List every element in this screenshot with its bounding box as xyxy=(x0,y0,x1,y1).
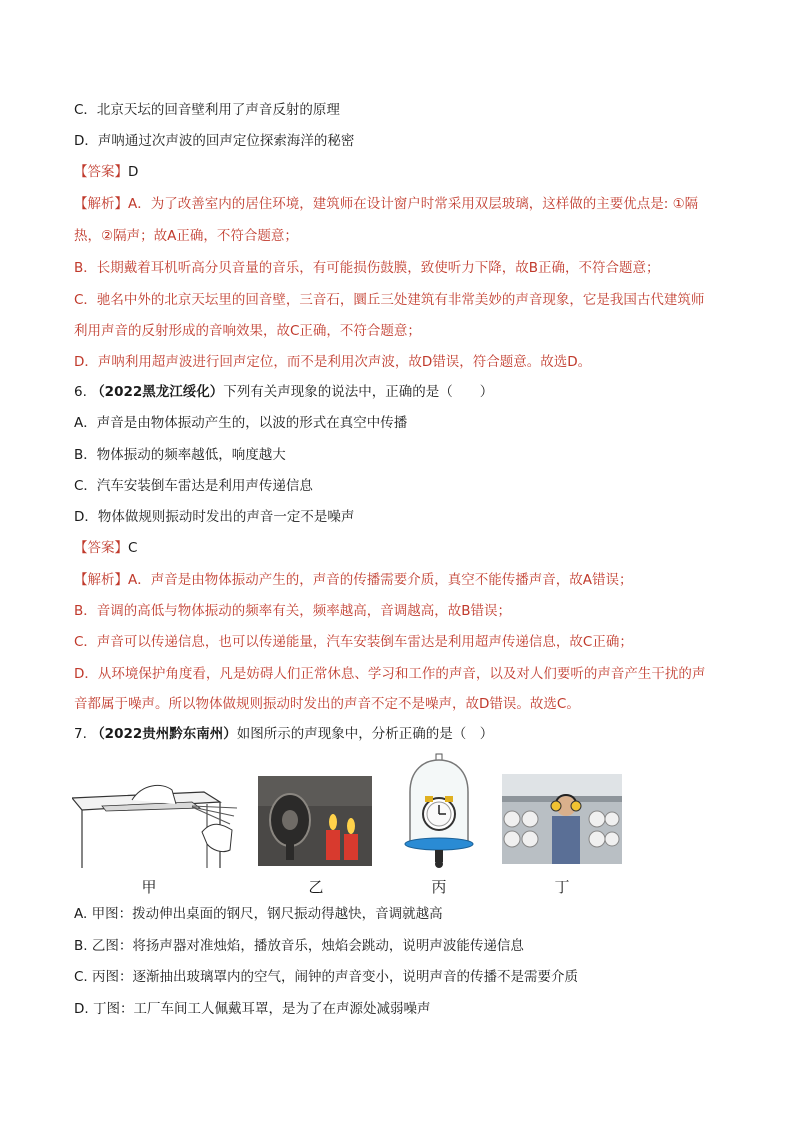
question-text: 如图所示的声现象中，分析正确的是（ ） xyxy=(236,726,494,742)
q5-option-d: D．声呐通过次声波的回声定位探索海洋的秘密 xyxy=(74,133,355,149)
q7-option-b: B. 乙图：将扬声器对准烛焰，播放音乐，烛焰会跳动，说明声波能传递信息 xyxy=(74,938,524,954)
q6-analysis-line: B．音调的高低与物体振动的频率有关，频率越高，音调越高，故B错误； xyxy=(74,603,512,619)
question-number: 6. xyxy=(74,384,87,400)
q6-analysis-line: C．声音可以传递信息，也可以传递能量，汽车安装倒车雷达是利用超声传递信息，故C正确； xyxy=(74,634,633,650)
answer-tag: 【答案】 xyxy=(74,164,128,180)
q5-analysis-line: B．长期戴着耳机听高分贝音量的音乐，有可能损伤鼓膜，致使听力下降，故B正确，不符合题意； xyxy=(74,260,660,276)
q6-stem xyxy=(74,382,493,402)
q6-option-d: D．物体做规则振动时发出的声音一定不是噪声 xyxy=(74,509,355,525)
question-number: 7. xyxy=(74,726,87,742)
question-source: （2022贵州黔东南州） xyxy=(91,726,237,742)
q6-option-c: C．汽车安装倒车雷达是利用声传递信息 xyxy=(74,478,313,494)
factory-worker-figure xyxy=(502,774,622,864)
figure-caption-bing: 丙 xyxy=(431,878,447,896)
q5-option-c: C．北京天坛的回音壁利用了声音反射的原理 xyxy=(74,102,340,118)
q5-analysis-line: 利用声音的反射形成的音响效果，故C正确，不符合题意； xyxy=(74,323,421,339)
q5-answer xyxy=(74,162,138,182)
question-text: 下列有关声现象的说法中，正确的是（ ） xyxy=(223,384,494,400)
ruler-on-table-figure xyxy=(72,780,242,870)
q5-analysis-line: D．声呐利用超声波进行回声定位，而不是利用次声波，故D错误，符合题意。故选D。 xyxy=(74,354,592,370)
q6-option-a: A．声音是由物体振动产生的，以波的形式在真空中传播 xyxy=(74,415,408,431)
q6-answer xyxy=(74,538,137,558)
answer-tag: 【答案】 xyxy=(74,540,128,556)
question-source: （2022黑龙江绥化） xyxy=(91,384,224,400)
analysis-tag: 【解析】 xyxy=(74,572,128,588)
figure-caption-yi: 乙 xyxy=(308,878,324,896)
answer-value: D xyxy=(128,164,139,180)
speaker-candle-figure xyxy=(258,776,372,866)
q6-analysis-line: 音都属于噪声。所以物体做规则振动时发出的声音不定不是噪声，故D错误。故选C。 xyxy=(74,696,580,712)
answer-value: C xyxy=(128,540,138,556)
q5-analysis-line: 【解析】A．为了改善室内的居住环境，建筑师在设计窗户时常采用双层玻璃，这样做的主要优点是: ①隔 xyxy=(74,196,699,212)
bell-jar-clock-figure xyxy=(402,752,476,870)
q6-analysis-line: D．从环境保护角度看，凡是妨碍人们正常休息、学习和工作的声音，以及对人们要听的声音产生干扰的声 xyxy=(74,666,706,682)
q6-option-b: B．物体振动的频率越低，响度越大 xyxy=(74,447,286,463)
q7-stem xyxy=(74,724,493,744)
analysis-tag: 【解析】 xyxy=(74,196,128,212)
q7-option-d: D. 丁图：工厂车间工人佩戴耳罩，是为了在声源处减弱噪声 xyxy=(74,1001,431,1017)
q5-analysis-line: C．驰名中外的北京天坛里的回音壁，三音石，圜丘三处建筑有非常美妙的声音现象，它是我国古代建筑师 xyxy=(74,292,705,308)
q6-analysis-line: 【解析】A．声音是由物体振动产生的，声音的传播需要介质，真空不能传播声音，故A错误； xyxy=(74,572,633,588)
figure-caption-ding: 丁 xyxy=(554,878,570,896)
q5-analysis-line: 热，②隔声；故A正确，不符合题意； xyxy=(74,228,298,244)
figure-caption-jia: 甲 xyxy=(141,878,157,896)
q7-option-a: A. 甲图：拨动伸出桌面的钢尺，钢尺振动得越快，音调就越高 xyxy=(74,906,443,922)
q7-option-c: C. 丙图：逐渐抽出玻璃罩内的空气，闹钟的声音变小，说明声音的传播不是需要介质 xyxy=(74,969,579,985)
